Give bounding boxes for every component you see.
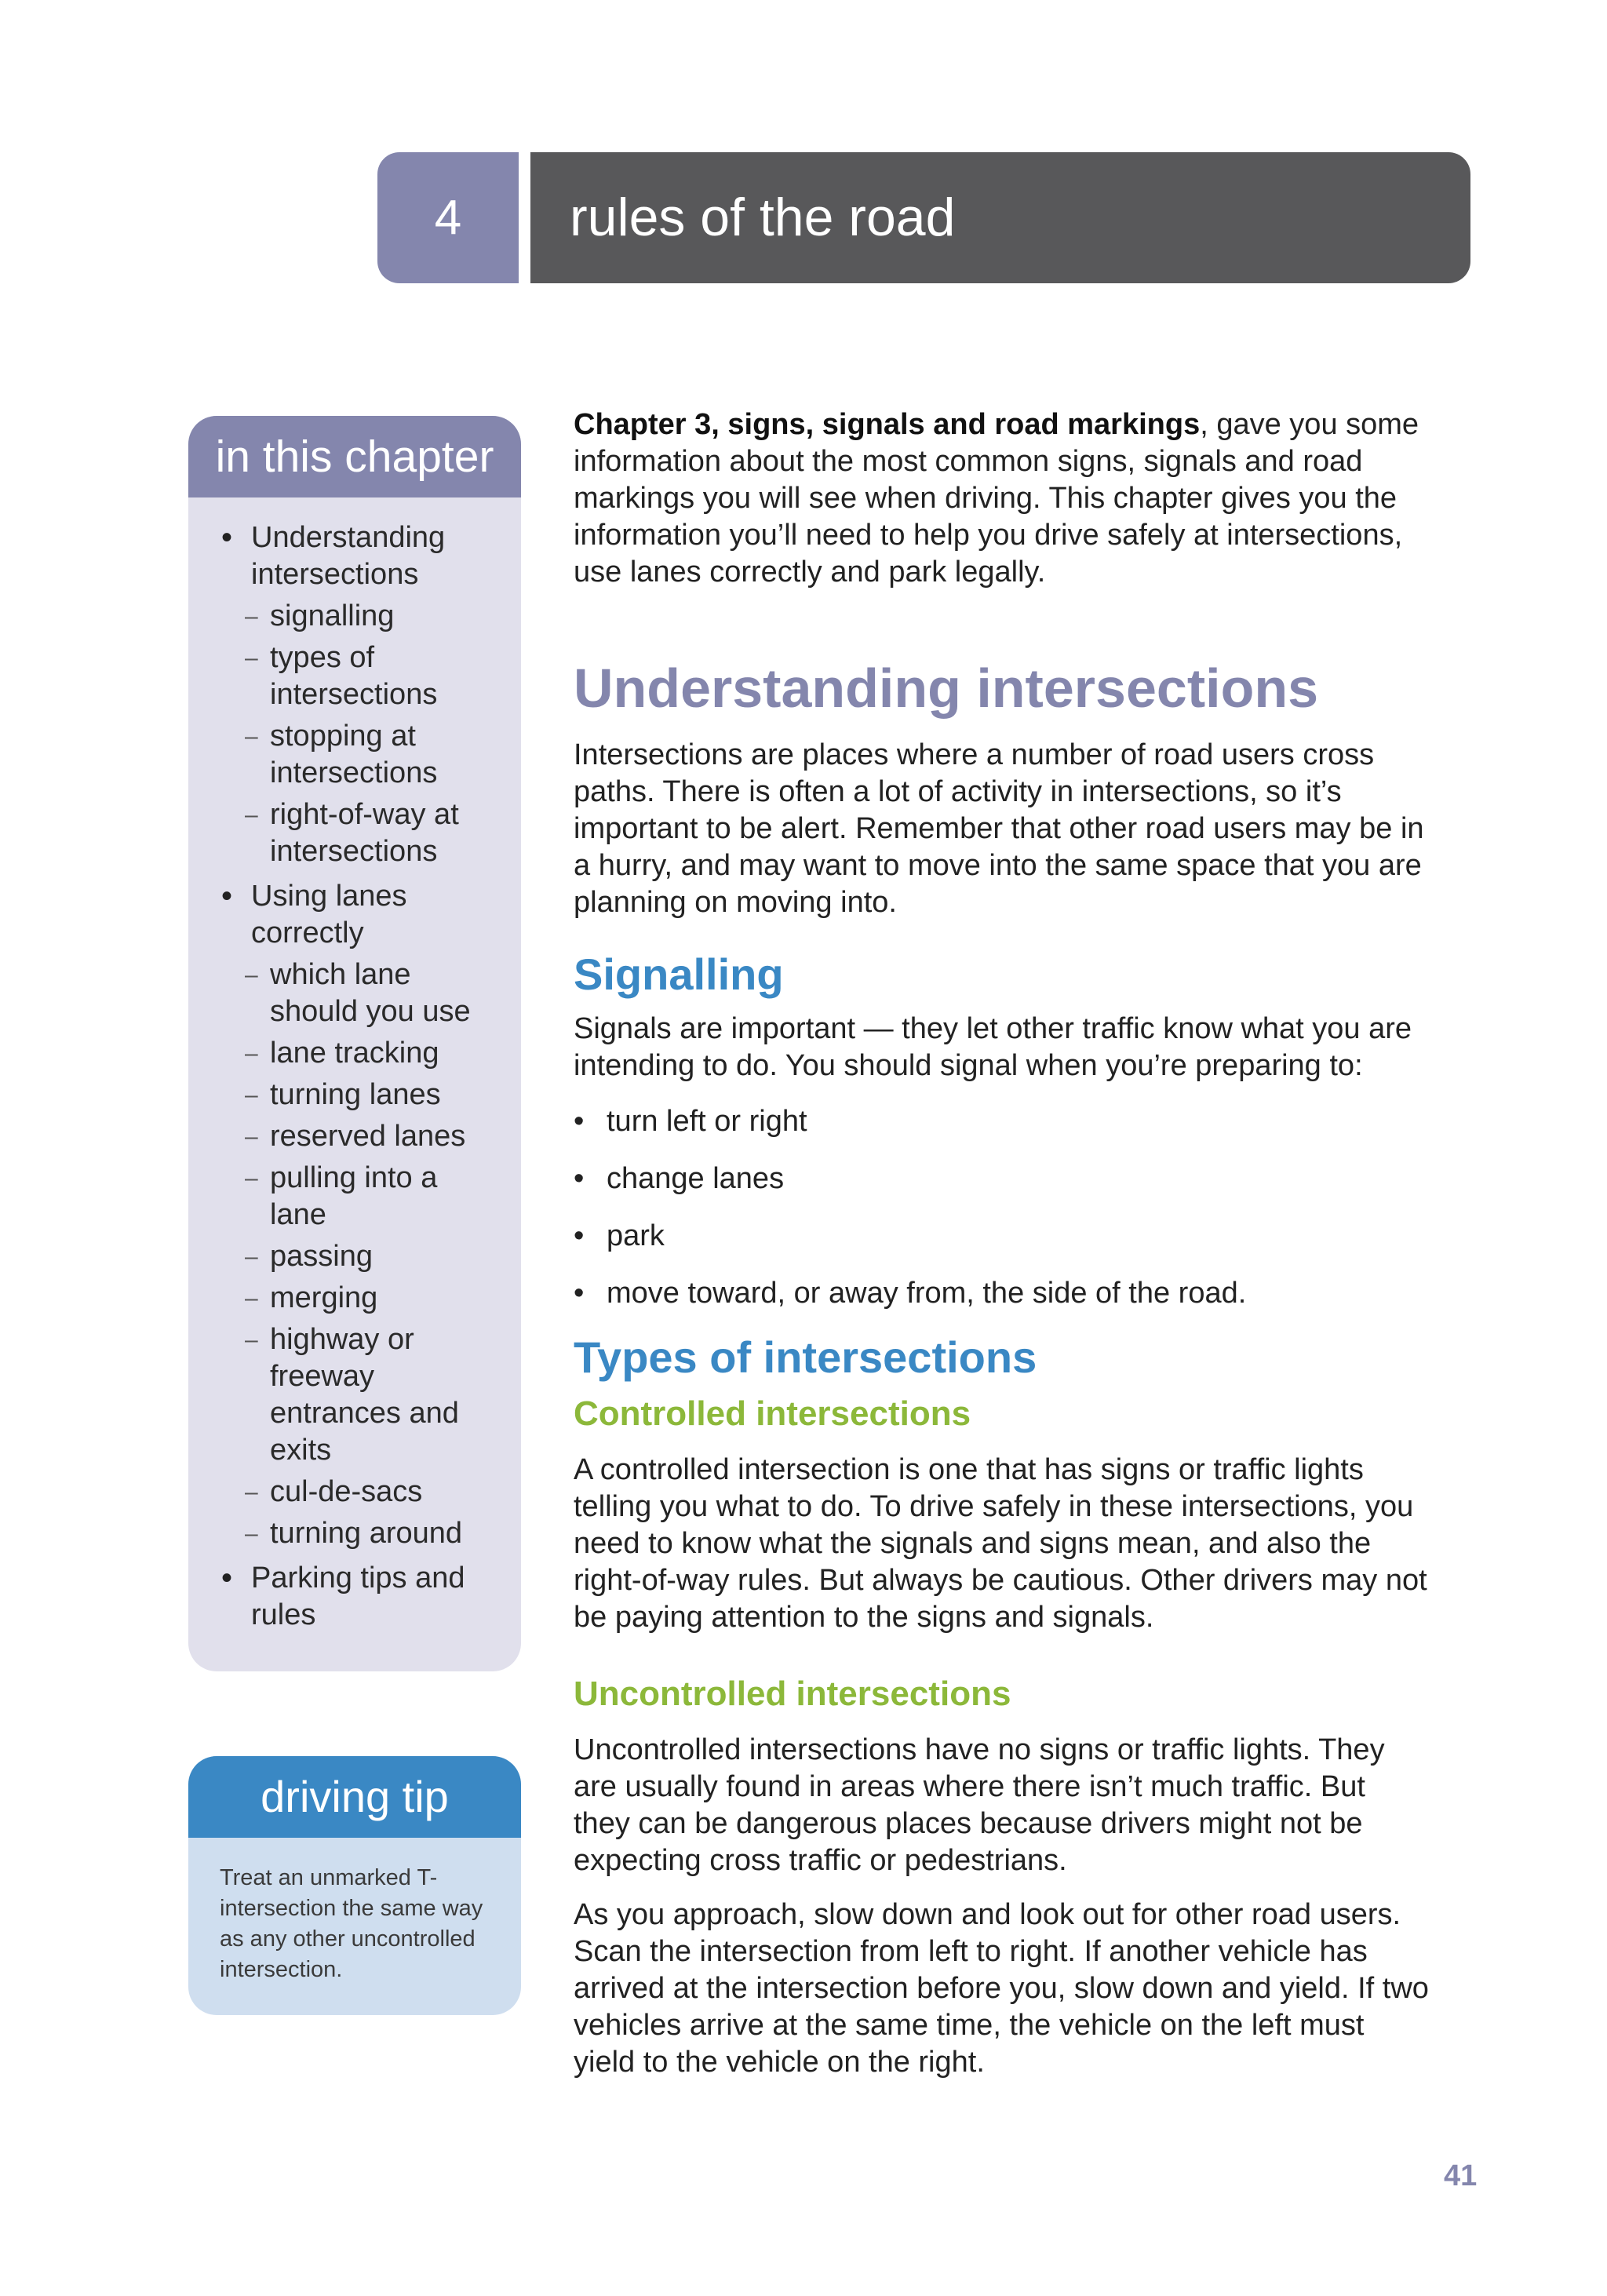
toc-subitem[interactable]: – turning lanes	[188, 1077, 505, 1113]
chapter-title: rules of the road	[530, 152, 1470, 283]
toc-item-label: Understanding intersections	[251, 521, 446, 591]
toc-subitem[interactable]: – cul-de-sacs	[188, 1474, 505, 1511]
toc-subitem[interactable]: – signalling	[188, 598, 505, 635]
list-item: • park	[574, 1218, 1429, 1255]
toc-subitem[interactable]: – reserved lanes	[188, 1118, 505, 1155]
toc-title: in this chapter	[188, 416, 521, 497]
page-number: 41	[1444, 2159, 1478, 2192]
toc-list	[188, 497, 521, 1634]
driving-tip-box	[188, 1756, 521, 2015]
toc-subitem[interactable]: – turning around	[188, 1515, 505, 1552]
signal-bullet-list	[574, 1103, 1429, 1312]
chapter-number: 4	[377, 152, 519, 283]
intro-text: , gave you some information about the most common signs, signals and road markings you will see when driving. This chapter gives you the information you’ll need to help you drive safely at intersections, use lanes correctly and park legally.	[574, 408, 1419, 589]
intro-bold-reference: Chapter 3, signs, signals and road markings	[574, 408, 1201, 441]
heading-types-of-intersections: Types of intersections	[574, 1332, 1037, 1382]
toc-subitem[interactable]: – lane tracking	[188, 1035, 505, 1072]
toc-subitem[interactable]: – passing	[188, 1238, 505, 1275]
driving-tip-text: Treat an unmarked T-intersection the same way as any other uncontrolled intersection.	[220, 1865, 483, 1982]
toc-subitem[interactable]: – right-of-way at intersections	[188, 796, 505, 870]
paragraph-uncontrolled-2: As you approach, slow down and look out for other road users. Scan the intersection from left to right. If another vehicle has arrived at the intersection before you, slow down and yield. If two vehicles arrive at the same time, the vehicle on the left must yield to the vehicle on the right.	[574, 1898, 1429, 2079]
toc-item-label: Using lanes correctly	[251, 880, 407, 949]
toc-subitem[interactable]: – pulling into a lane	[188, 1160, 505, 1234]
toc-subitem[interactable]: – which lane should you use	[188, 957, 505, 1030]
heading-understanding-intersections: Understanding intersections	[574, 658, 1319, 719]
intro-paragraph	[574, 406, 1429, 591]
toc-sublist	[251, 957, 505, 1552]
paragraph-understanding: Intersections are places where a number of road users cross paths. There is often a lot of activity in intersections, so it’s important to be alert. Remember that other road users may be in a hurry, and may want to move into the same space that you are planning on moving into.	[574, 738, 1424, 919]
heading-uncontrolled-intersections: Uncontrolled intersections	[574, 1675, 1011, 1713]
heading-controlled-intersections: Controlled intersections	[574, 1394, 971, 1433]
main-content	[574, 406, 1429, 2081]
heading-signalling: Signalling	[574, 949, 784, 999]
toc-subitem[interactable]: – merging	[188, 1280, 505, 1317]
list-item: • change lanes	[574, 1161, 1429, 1197]
toc-item-label: Parking tips and rules	[251, 1562, 465, 1631]
paragraph-uncontrolled-1: Uncontrolled intersections have no signs or traffic lights. They are usually found in areas where there isn’t much traffic. But they can be dangerous places because drivers might not be expecting cross traffic or pedestrians.	[574, 1733, 1385, 1877]
driving-tip-title: driving tip	[188, 1756, 521, 1838]
toc-item[interactable]	[188, 878, 521, 1552]
list-item: • move toward, or away from, the side of the road.	[574, 1275, 1429, 1312]
paragraph-signalling: Signals are important — they let other traffic know what you are intending to do. You should signal when you’re preparing to:	[574, 1012, 1412, 1082]
toc-item[interactable]	[188, 1560, 521, 1634]
list-item: • turn left or right	[574, 1103, 1429, 1140]
toc-sublist	[251, 598, 505, 870]
paragraph-controlled: A controlled intersection is one that has signs or traffic lights telling you what to do. To drive safely in these intersections, you need to know what the signals and signs mean, and also the right-of-way rules. But always be cautious. Other drivers may not be paying attention to the signs and signals.	[574, 1453, 1427, 1634]
toc-subitem[interactable]: – stopping at intersections	[188, 718, 505, 792]
toc-item[interactable]	[188, 519, 521, 870]
toc-subitem[interactable]: – highway or freeway entrances and exits	[188, 1321, 505, 1469]
in-this-chapter-box	[188, 416, 521, 1671]
toc-subitem[interactable]: – types of intersections	[188, 640, 505, 713]
